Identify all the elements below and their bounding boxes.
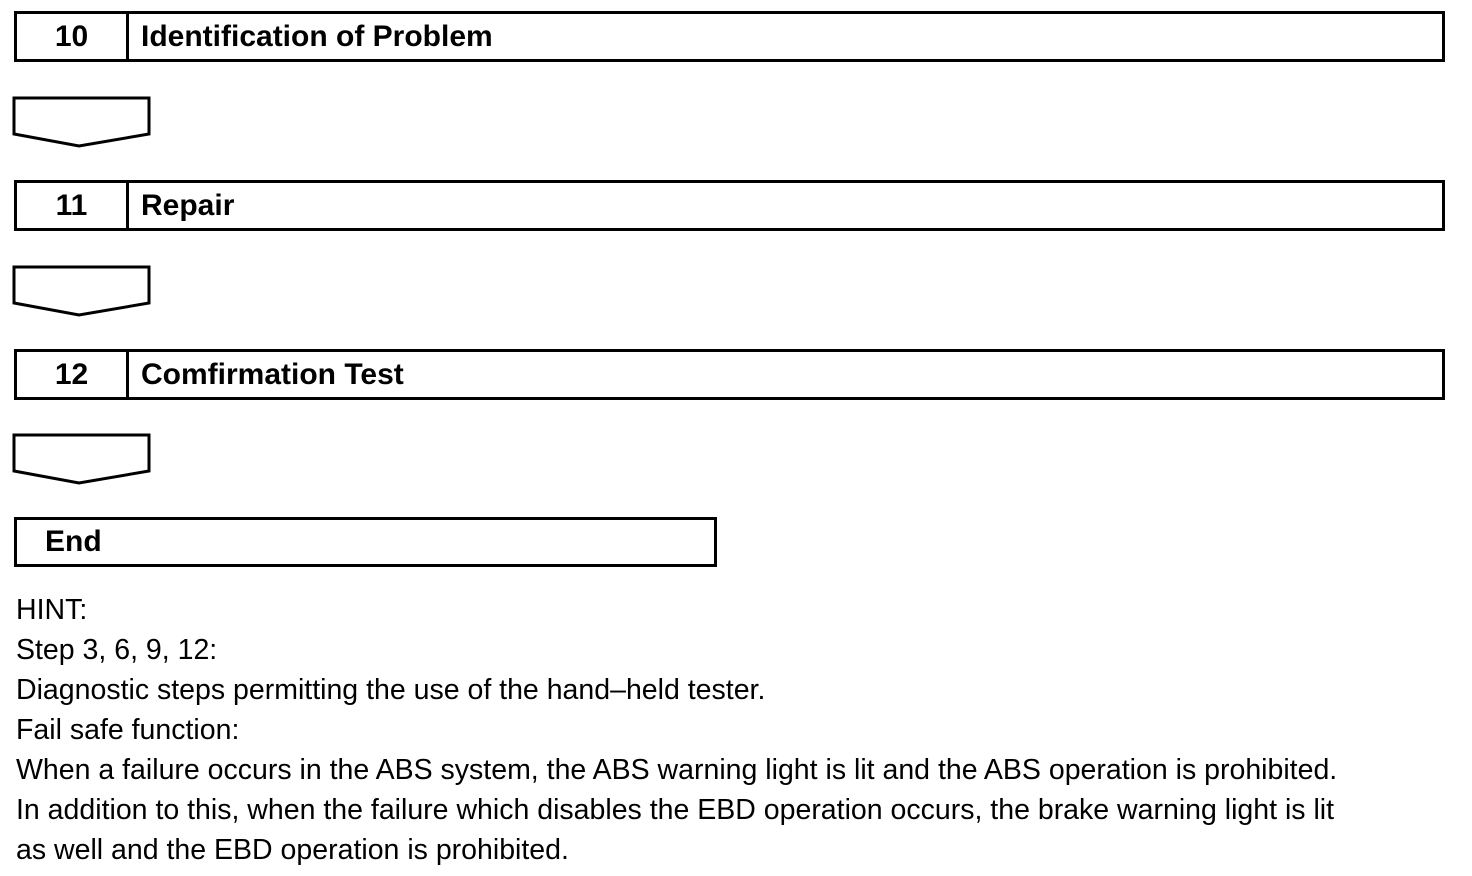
down-arrow-icon [12,433,152,485]
down-arrow-icon [12,265,152,317]
end-label: End [45,525,102,558]
hint-section [16,590,1456,870]
end-box [14,517,717,567]
hint-line: as well and the EBD operation is prohibited. [16,834,569,866]
hint-line: When a failure occurs in the ABS system, the ABS warning light is lit and the ABS operation is prohibited. [16,754,1338,786]
step-box-11 [14,180,1445,231]
step-box-10 [14,11,1445,62]
step-box-12 [14,349,1445,400]
step-title: Repair [141,188,235,222]
step-number: 10 [17,14,129,59]
step-number: 11 [17,183,129,228]
down-arrow-icon [12,96,152,148]
hint-line: Step 3, 6, 9, 12: [16,634,218,666]
hint-heading: HINT: [16,594,88,626]
hint-line: Diagnostic steps permitting the use of the hand–held tester. [16,674,766,706]
step-title: Identification of Problem [141,19,493,53]
hint-line: Fail safe function: [16,714,240,746]
step-title: Comfirmation Test [141,357,404,391]
step-number: 12 [17,352,129,397]
hint-line: In addition to this, when the failure which disables the EBD operation occurs, the brake warning light is lit [16,794,1335,826]
